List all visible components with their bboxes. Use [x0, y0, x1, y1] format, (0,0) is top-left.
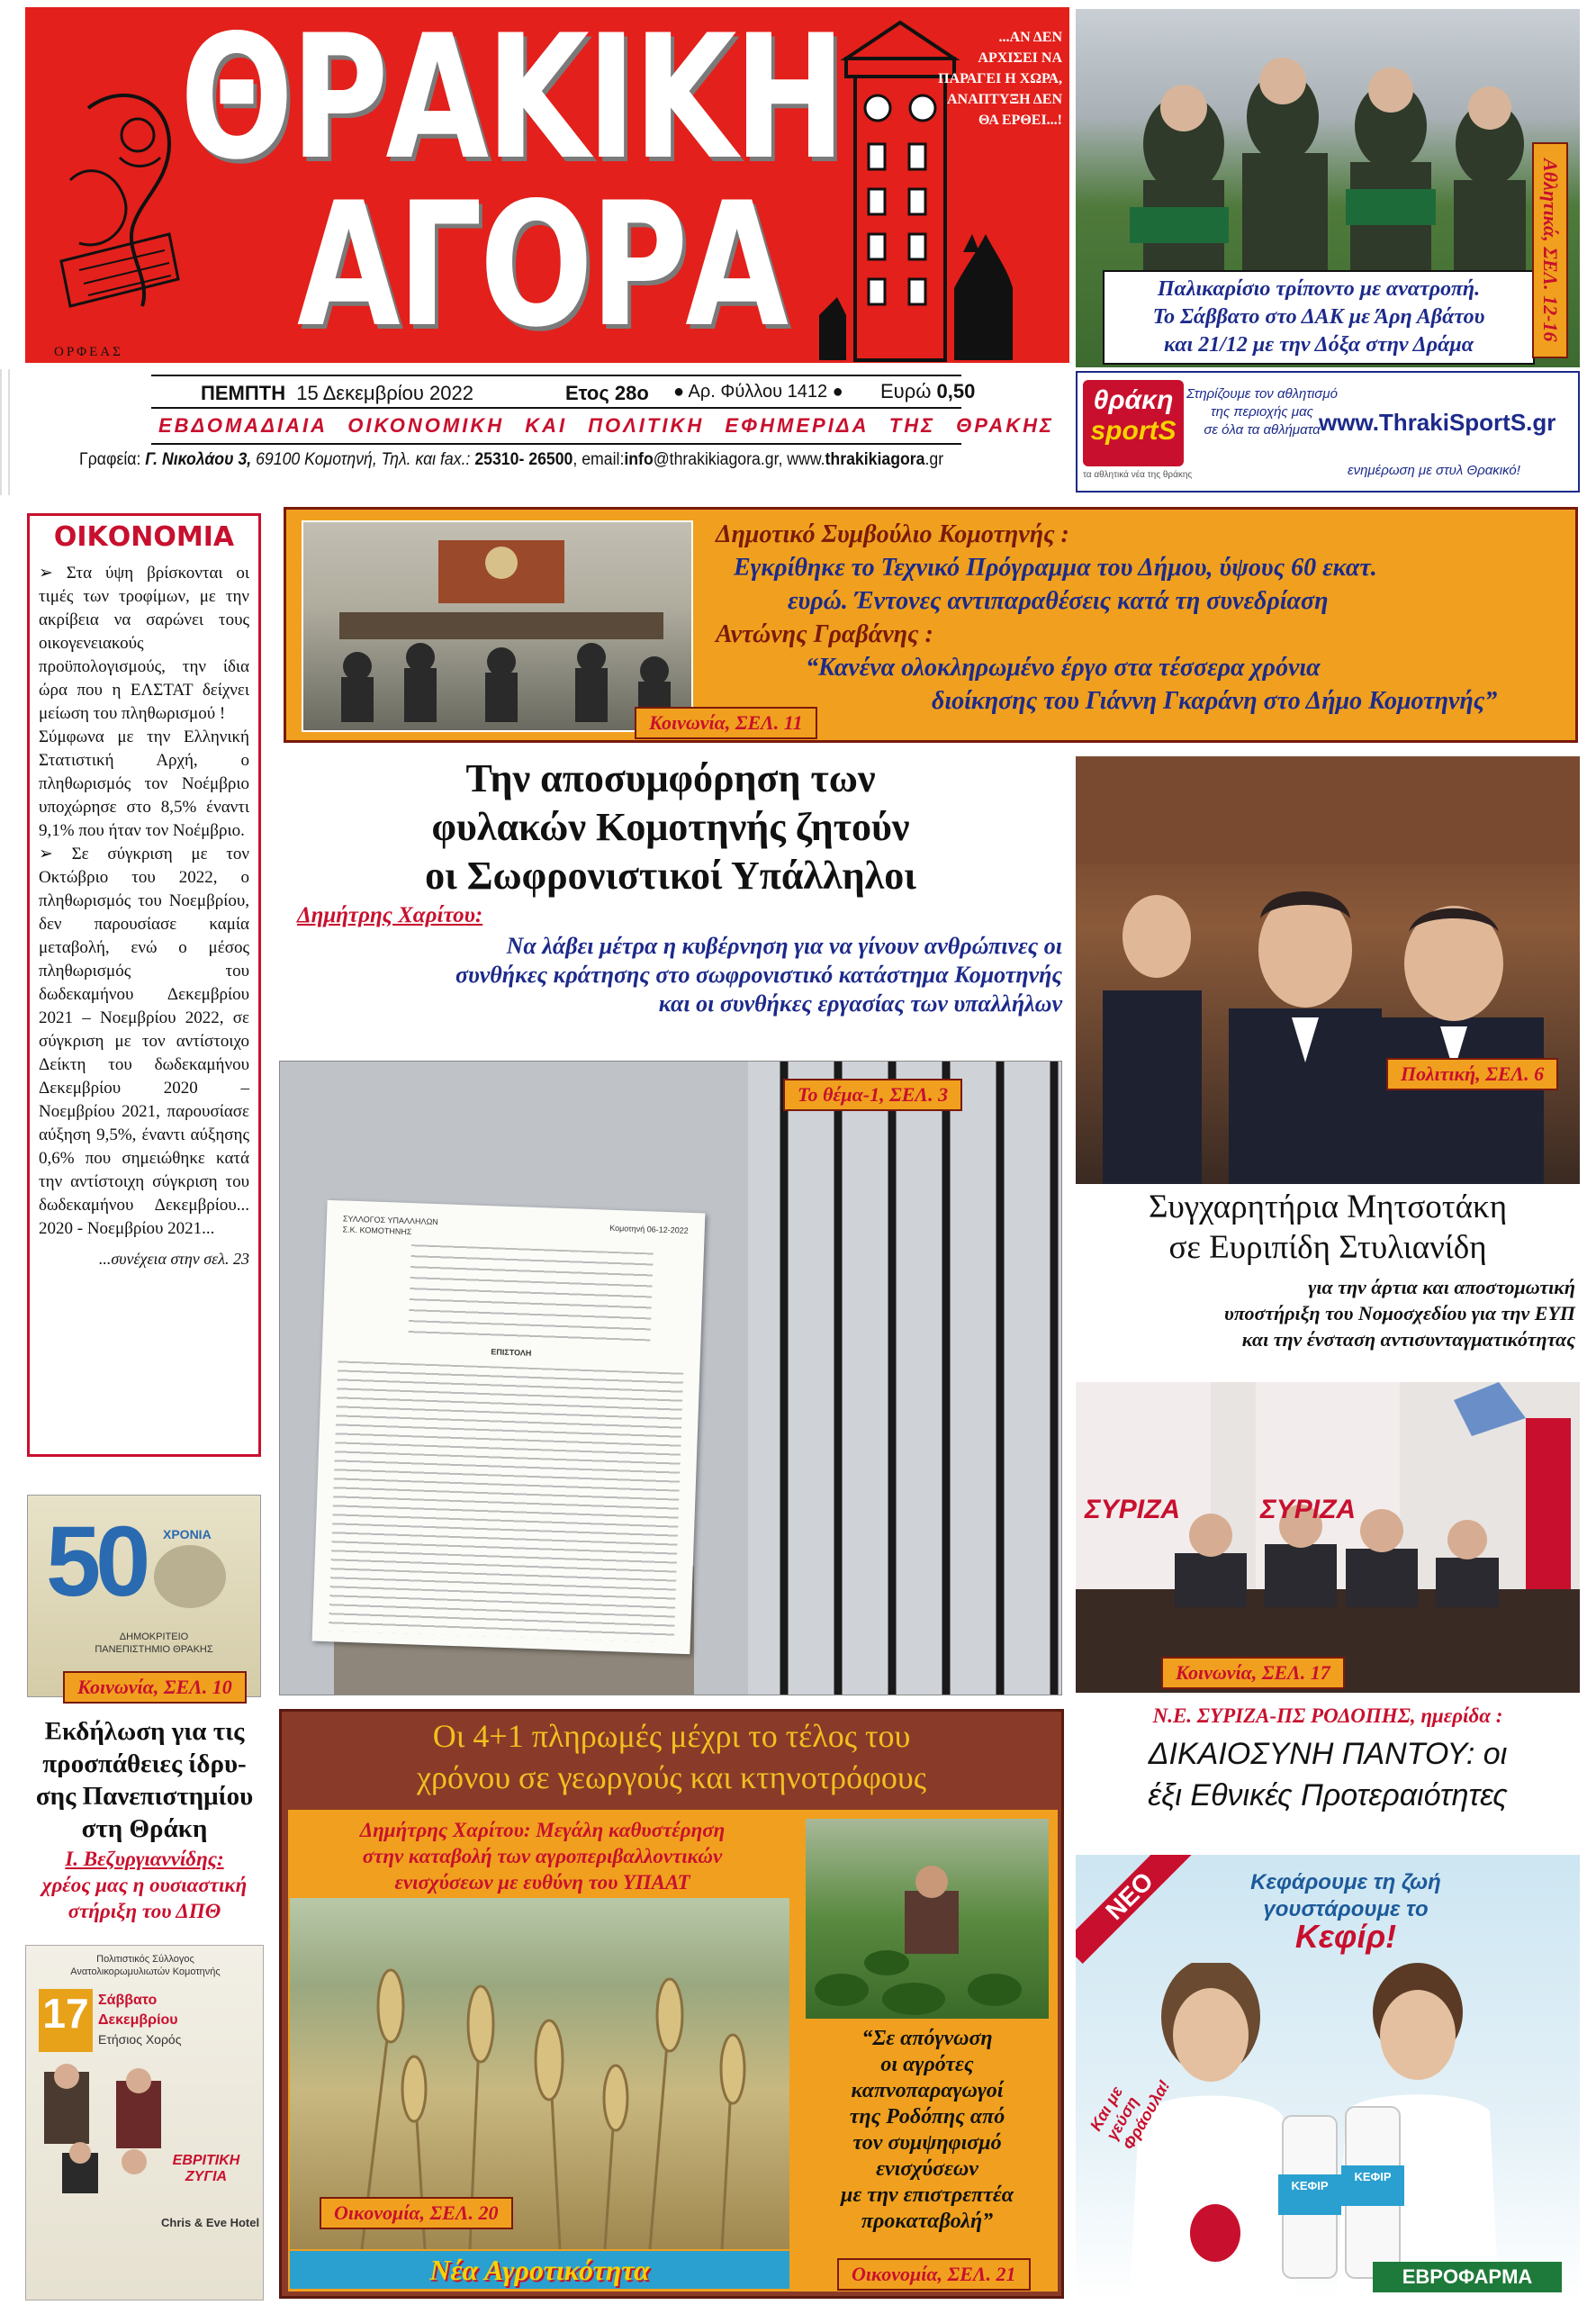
- kefir-side-text: Και με γεύση Φράουλα!: [1087, 2077, 1174, 2153]
- issue-year: Ετος 28ο: [565, 382, 649, 404]
- contact-website[interactable]: thrakikiagora: [825, 450, 925, 469]
- farmers-banner: Νέα Αγροτικότητα: [290, 2251, 789, 2289]
- university-title: Εκδήλωση για τις προσπάθειες ίδρυ- σης Πανεπιστημίου στη Θράκη: [35, 1717, 254, 1843]
- event-day-number: 17: [39, 1989, 93, 2052]
- contact-phone: 25310- 26500: [474, 450, 573, 469]
- tobacco-quote: “Σε απόγνωση οι αγρότες καπνοπαραγωγοί της Ροδόπης από τον συμψηφισμό ενισχύσεων με την επιστρεπτέα προκαταβολή”: [841, 2027, 1014, 2233]
- economy-paragraph: Σύμφωνα με την Ελληνική Στατιστική Αρχή, ο πληθωρισμός τον Νοέμβριο υποχώρησε στο 8,5% έναντι 9,1% που ήταν τον Νοέμβριο.: [39, 728, 249, 840]
- masthead-title-line2: ΑΓΟΡΑ: [297, 166, 786, 365]
- masthead-title-line1: ΘΡΑΚΙΚΗ: [180, 0, 843, 197]
- farmers-tag-left[interactable]: Οικονομία, ΣΕΛ. 20: [320, 2197, 513, 2229]
- syriza-banner-left: ΣΥΡΙΖΑ: [1085, 1495, 1181, 1524]
- economy-continued[interactable]: ...συνέχεια στην σελ. 23: [98, 1250, 249, 1268]
- syriza-kicker: Ν.Ε. ΣΥΡΙΖΑ-ΠΣ ΡΟΔΟΠΗΣ, ημερίδα :: [1152, 1704, 1503, 1727]
- farmers-tag-right[interactable]: Οικονομία, ΣΕΛ. 21: [837, 2258, 1031, 2291]
- contact-email[interactable]: info: [624, 450, 654, 469]
- edge-decoration: [0, 369, 16, 495]
- thrakisports-logo: θράκη sportS: [1083, 380, 1184, 466]
- university-subheading: Ι. Βεζυργιαννίδης: χρέος μας η ουσιαστική στήριξη του ΔΠΘ: [41, 1848, 248, 1922]
- prison-headline: Την αποσυμφόρηση των φυλακών Κομοτηνής ζητούν οι Σωφρονιστικοί Υπάλληλοι: [425, 756, 916, 898]
- economy-column: [27, 513, 261, 1457]
- kefir-brand: ΕΒΡΟΦΑΡΜΑ: [1373, 2262, 1562, 2292]
- issue-info-bar: [25, 367, 1069, 489]
- syriza-banner-right: ΣΥΡΙΖΑ: [1260, 1495, 1357, 1524]
- event-band: ΕΒΡΙΤΙΚΗ ΖΥΓΙΑ: [172, 2153, 240, 2184]
- mitsotakis-subheading: για την άρτια και αποστομωτική υποστήριξη του Νομοσχεδίου για την ΕΥΠ και την ένσταση αντισυνταγματικότητας: [1224, 1276, 1575, 1351]
- kefir-new-badge: ΝΕΟ: [1076, 1855, 1197, 1964]
- prison-letter: ΣΥΛΛΟΓΟΣ ΥΠΑΛΛΗΛΩΝ Σ.Κ. ΚΟΜΟΤΗΝΗΣ Κομοτηνή 06-12-2022 ΕΠΙΣΤΟΛΗ: [312, 1200, 706, 1654]
- farmers-title: Οι 4+1 πληρωμές μέχρι το τέλος του χρόνου σε γεωργούς και κτηνοτρόφους: [417, 1718, 926, 1795]
- contact-line: Γραφεία: Γ. Νικολάου 3, 69100 Κομοτηνή, Τηλ. και fax.: 25310- 26500, email:info@thrakikiagora.gr, www.thrakikiagora.gr: [79, 450, 944, 469]
- issue-day: ΠΕΜΠΤΗ: [201, 382, 286, 404]
- university-tag[interactable]: Κοινωνία, ΣΕΛ. 10: [63, 1671, 247, 1704]
- economy-paragraph: ➢ Στα ύψη βρίσκονται οι τιμές των τροφίμων, με την ακρίβεια να σαρώνει τους οικογενειακούς προϋπολογισμούς, την ίδια ώρα που η ΕΛΣΤΑΤ δείχνει μείωση του πληθωρισμού !: [39, 564, 249, 723]
- syriza-tag[interactable]: Κοινωνία, ΣΕΛ. 17: [1161, 1657, 1345, 1689]
- prison-tag[interactable]: Το θέμα-1, ΣΕΛ. 3: [783, 1079, 962, 1111]
- council-photo: [302, 520, 693, 732]
- mitsotakis-photo: [1076, 756, 1580, 1184]
- sports-caption: Παλικαρίσιο τρίποντο με ανατροπή. Το Σάββατο στο ΔΑΚ με Άρη Αβάτου και 21/12 με την Δόξα στην Δράμα: [1103, 270, 1535, 365]
- economy-paragraph: ➢ Σε σύγκριση με τον Οκτώβριο του 2022, ο πληθωρισμός του Νοεμβρίου, δεν παρουσίασε καμία μεταβολή, ενώ ο μέσος πληθωρισμός του δωδεκαμήνου Δεκεμβρίου 2021 – Νοεμβρίου 2022, σε σύγκριση με τον αντίστοιχο Δείκτη του δωδεκαμήνου Δεκεμβρίου 2020 – Νοεμβρίου 2021, παρουσίασε αύξηση 9,5%, έναντι αύξησης 0,6% που σημειώθηκε κατά την αντίστοιχη σύγκριση του δωδεκαμήνου Δεκεμβρίου... 2020 - Νοεμβρίου 2021...: [39, 845, 249, 1238]
- farmers-subheading: Δημήτρης Χαρίτου: Μεγάλη καθυστέρηση στην καταβολή των αγροπεριβαλλοντικών ενισχύσεων με ευθύνη του ΥΠΑΑΤ: [359, 1819, 726, 1894]
- kefir-slogan: Κεφάρουμε τη ζωή γουστάρουμε το Κεφίρ!: [1250, 1870, 1441, 1955]
- event-poster[interactable]: Πολιτιστικός Σύλλογος Ανατολικορωμυλιωτών Κομοτηνής 17 Σάββατο Δεκεμβρίου Ετήσιος Χορός ΕΒΡΙΤΙΚΗ ΖΥΓΙΑ Chris & Eve Hotel: [25, 1945, 264, 2300]
- issue-date: 15 Δεκεμβρίου 2022: [296, 382, 473, 404]
- prison-subheading: Να λάβει μέτρα η κυβέρνηση για να γίνουν ανθρώπινες οι συνθήκες κράτησης στο σωφρονιστικό κατάστημα Κομοτηνής και οι συνθήκες εργασίας των υπαλλήλων: [455, 933, 1062, 1017]
- kefir-ad[interactable]: ΝΕΟ Κεφάρουμε τη ζωή γουστάρουμε το Κεφίρ! ΚΕΦΙΡ ΚΕΦΙΡ Και με γεύση Φράουλα! ΕΒΡΟΦΑΡΜΑ: [1076, 1855, 1580, 2300]
- logo-caption: ΟΡΦΕΑΣ: [54, 345, 123, 359]
- sports-side-tag: Αθλητικά, ΣΕΛ. 12-16: [1532, 142, 1568, 358]
- price-value: 0,50: [936, 380, 976, 402]
- masthead-slogan: ...ΑΝ ΔΕΝ ΑΡΧΙΣΕΙ ΝΑ ΠΑΡΑΓΕΙ Η ΧΩΡΑ, ΑΝΑΠΤΥΞΗ ΔΕΝ ΘΑ ΕΡΘΕΙ...!: [938, 30, 1062, 128]
- issue-sheet-number: ● Αρ. Φύλλου 1412 ●: [673, 382, 843, 402]
- syriza-photo: [1076, 1382, 1580, 1693]
- syriza-title: ΔΙΚΑΙΟΣΥΝΗ ΠΑΝΤΟΥ: οι έξι Εθνικές Προτεραιότητες: [1148, 1737, 1508, 1812]
- tobacco-farmer-photo: [806, 1819, 1049, 2019]
- price-label: Ευρώ: [880, 380, 932, 402]
- mitsotakis-tag[interactable]: Πολιτική, ΣΕΛ. 6: [1386, 1058, 1558, 1090]
- university-photo: 50 ΧΡΟΝΙΑ ΔΗΜΟΚΡΙΤΕΙΟ ΠΑΝΕΠΙΣΤΗΜΙΟ ΘΡΑΚΗΣ: [27, 1495, 261, 1697]
- mitsotakis-title: Συγχαρητήρια Μητσοτάκη σε Ευριπίδη Στυλιανίδη: [1148, 1189, 1508, 1266]
- council-heading: Δημοτικό Συμβούλιο Κομοτηνής : Εγκρίθηκε το Τεχνικό Πρόγραμμα του Δήμου, ύψους 60 εκατ. ευρώ. Έντονες αντιπαραθέσεις κατά τη συνεδρίαση Αντώνης Γραβάνης : “Κανένα ολοκληρωμένο έργο στα τέσσερα χρόνια διοίκησης του Γιάννη Γκαράνη στο Δήμο Κομοτηνής”: [716, 520, 1498, 715]
- thrakisports-ad[interactable]: θράκη sportS τα αθλητικά νέα της θράκης Στηρίζουμε τον αθλητισμό της περιοχής μας σε όλα τα αθλήματα www.ThrakiSportS.gr ενημέρωση με στυλ Θρακικό!: [1076, 371, 1580, 493]
- masthead-subtitle: ΕΒΔΟΜΑΔΙΑΙΑ ΟΙΚΟΝΟΜΙΚΗ ΚΑΙ ΠΟΛΙΤΙΚΗ ΕΦΗΜΕΡΙΔΑ ΤΗΣ ΘΡΑΚΗΣ: [158, 414, 1054, 437]
- prison-author: Δημήτρης Χαρίτου:: [297, 903, 483, 927]
- council-tag[interactable]: Κοινωνία, ΣΕΛ. 11: [635, 707, 817, 739]
- economy-heading: ΟΙΚΟΝΟΜΙΑ: [53, 521, 235, 553]
- thrakisports-site[interactable]: www.ThrakiSportS.gr: [1319, 409, 1556, 436]
